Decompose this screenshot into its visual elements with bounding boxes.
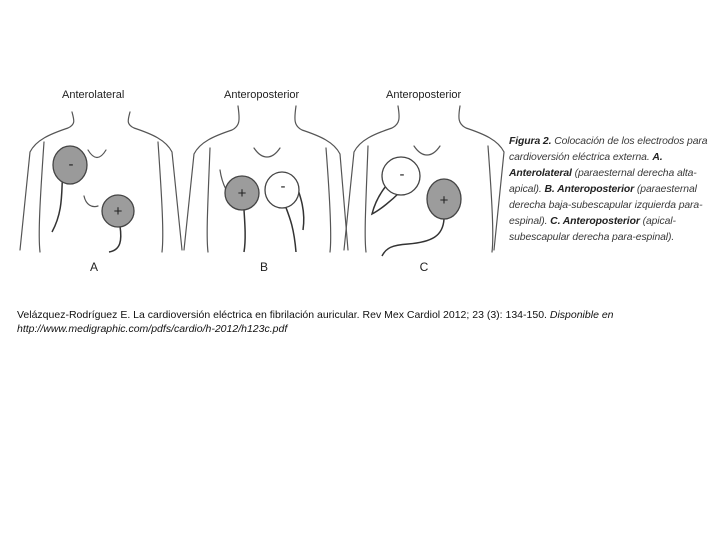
torso-outline-a — [20, 112, 182, 252]
negative-sign-c: - — [399, 166, 405, 183]
cable-a2 — [109, 226, 121, 252]
caption-c-label: C. Anteroposterior — [550, 216, 640, 227]
panel-b-title: Anteroposterior — [224, 89, 300, 101]
citation-url: http://www.medigraphic.com/pdfs/cardio/h-2012/h123c.pdf — [17, 323, 288, 335]
source-citation — [17, 308, 707, 336]
torso-outline-c — [344, 106, 504, 252]
panel-b-letter: B — [259, 260, 269, 274]
panel-b — [184, 89, 348, 274]
citation-text: Velázquez-Rodríguez E. La cardioversión eléctrica en fibrilación auricular. Rev Mex Cardiol 2012; 23 (3): 134-150. — [17, 309, 547, 321]
caption-a-label: A. Anterolateral — [509, 152, 663, 179]
citation-available: Disponible en — [549, 309, 614, 321]
positive-sign-a: + — [113, 203, 123, 220]
positive-sign-c: + — [439, 192, 449, 209]
negative-sign-b: - — [280, 178, 286, 195]
panel-c-letter: C — [419, 260, 429, 274]
cable-c2 — [382, 219, 444, 256]
panel-c-title: Anteroposterior — [386, 89, 462, 101]
figure-caption — [509, 134, 715, 246]
cable-b2 — [285, 205, 296, 252]
caption-b-label: B. Anteroposterior — [544, 184, 635, 195]
positive-sign-b: + — [237, 185, 247, 202]
panel-a-title: Anterolateral — [62, 89, 125, 101]
panel-a-letter: A — [89, 260, 99, 274]
negative-sign-a: - — [68, 156, 74, 173]
torso-outline-b — [184, 106, 348, 252]
caption-b-text: (paraesternal derecha baja-subescapular izquierda para-espinal). — [509, 184, 703, 227]
caption-a-text: (paraesternal derecha alta-apical). — [509, 168, 697, 195]
caption-figure-label: Figura 2. — [509, 136, 552, 147]
caption-intro: Colocación de los electrodos para cardioversión eléctrica externa. — [509, 136, 708, 163]
panel-a — [20, 89, 182, 274]
panel-c — [344, 89, 504, 274]
cable-b1 — [244, 210, 245, 252]
caption-c-text: (apical-subescapular derecha para-espinal). — [509, 216, 676, 243]
